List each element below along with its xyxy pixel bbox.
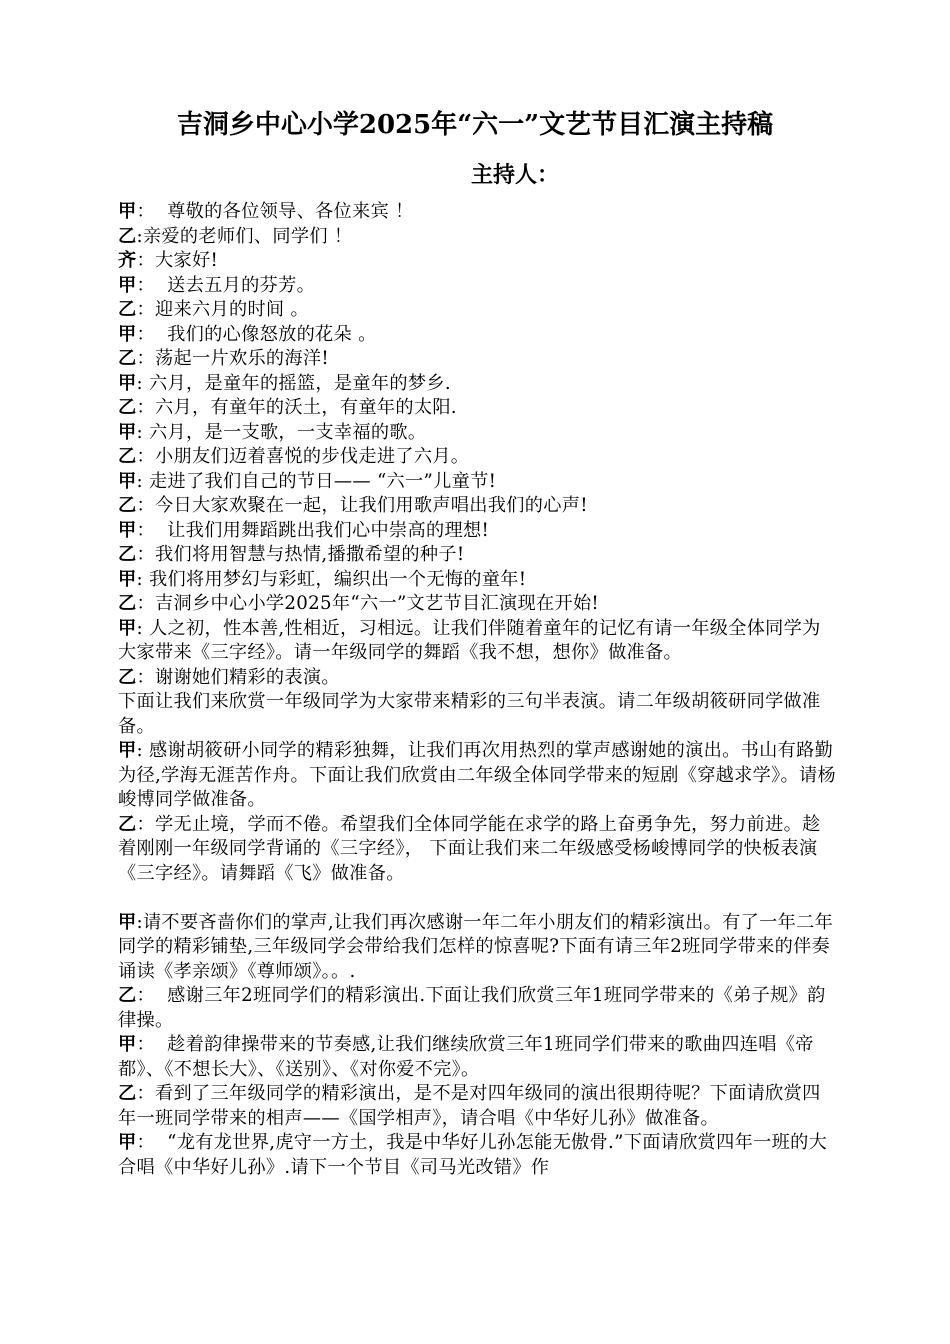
speaker-label: 乙 xyxy=(118,544,137,565)
line-text: 看到了三年级同学的精彩演出，是不是对四年级同的演出很期待呢？下面请欣赏四年一班同学带来的相声——《国学相声》，请合唱《中华好儿孙》做准备。 xyxy=(118,1083,821,1129)
speaker-separator: ： xyxy=(136,299,155,320)
speaker-separator: ： xyxy=(136,813,155,835)
line-text: 让我们用舞蹈跳出我们心中崇高的理想! xyxy=(167,519,490,541)
line-text: 吉洞乡中心小学2025年“六一”文艺节目汇演现在开始! xyxy=(155,593,600,614)
script-line xyxy=(118,470,838,495)
speaker-separator: ： xyxy=(136,274,168,296)
script-line xyxy=(118,568,838,593)
script-line xyxy=(118,690,838,739)
script-line xyxy=(118,617,838,666)
line-text: 迎来六月的时间 。 xyxy=(155,299,309,320)
speaker-separator: ： xyxy=(136,446,155,467)
script-line xyxy=(118,543,838,568)
line-text: 小朋友们迈着喜悦的步伐走进了六月。 xyxy=(155,446,470,467)
speaker-separator: ： xyxy=(136,593,155,614)
speaker-label: 甲 xyxy=(118,470,137,492)
speaker-label: 齐 xyxy=(118,250,137,271)
line-text: 请不要吝啬你们的掌声,让我们再次感谢一年二年小朋友们的精彩演出。有了一年二年同学的精彩铺垫,三年级同学会带给我们怎样的惊喜呢?下面有请三年2班同学带来的伴奏诵读《孝亲颂》《尊师颂》。。. xyxy=(118,911,834,982)
line-text: 今日大家欢聚在一起，让我们用歌声唱出我们的心声! xyxy=(155,495,588,516)
speaker-separator: ： xyxy=(136,985,168,1006)
speaker-label: 甲 xyxy=(118,519,137,541)
speaker-label: 乙 xyxy=(118,299,137,320)
speaker-label: 乙 xyxy=(118,495,137,516)
script-line xyxy=(118,347,838,372)
script-line xyxy=(118,225,838,250)
speaker-separator: ： xyxy=(136,1132,168,1153)
line-text: 尊敬的各位领导、各位来宾 ！ xyxy=(167,201,414,222)
line-text: “龙有龙世界,虎守一方土，我是中华好儿孙怎能无傲骨.”下面请欣赏四年一班的大合唱《中华好儿孙》.请下一个节目《司马光改错》作 xyxy=(118,1132,828,1178)
script-line xyxy=(118,323,838,348)
line-text: 我们的心像怒放的花朵 。 xyxy=(167,323,377,345)
speaker-separator: ： xyxy=(136,495,155,516)
line-text: 六月，有童年的沃土，有童年的太阳. xyxy=(155,397,457,418)
script-line xyxy=(118,1131,838,1180)
line-text: 荡起一片欢乐的海洋! xyxy=(155,348,329,369)
line-text: 趁着韵律操带来的节奏感,让我们继续欣赏三年1班同学们带来的歌曲四连唱《帝都》、《不想长大》、《送别》、《对你爱不完》。 xyxy=(118,1034,814,1080)
speaker-separator: : xyxy=(136,568,150,590)
script-line xyxy=(118,249,838,274)
script-line xyxy=(118,445,838,470)
speaker-label: 甲 xyxy=(118,1132,137,1153)
script-line xyxy=(118,421,838,446)
speaker-label: 乙 xyxy=(118,593,137,614)
speaker-separator: ： xyxy=(136,250,155,271)
script-line xyxy=(118,519,838,544)
speaker-label: 乙 xyxy=(118,666,137,688)
script-line xyxy=(118,666,838,691)
speaker-separator: : xyxy=(136,421,150,443)
speaker-separator: ： xyxy=(136,544,155,565)
speaker-separator: : xyxy=(136,225,143,247)
line-text: 送去五月的芬芳。 xyxy=(167,274,316,296)
line-text: 走进了我们自己的节日—— “六一”儿童节! xyxy=(149,470,497,492)
script-line xyxy=(118,911,838,985)
speaker-label: 甲 xyxy=(118,617,137,639)
blank-line xyxy=(118,886,838,911)
script-line xyxy=(118,984,838,1033)
line-text: 下面让我们来欣赏一年级同学为大家带来精彩的三句半表演。请二年级胡筱研同学做准备。 xyxy=(118,691,821,737)
script-line xyxy=(118,1033,838,1082)
document-title: 吉洞乡中心小学2025年“六一”文艺节目汇演主持稿 xyxy=(176,110,774,140)
script-line xyxy=(118,592,838,617)
script-line xyxy=(118,813,838,887)
speaker-separator: ： xyxy=(136,397,155,418)
script-line xyxy=(118,274,838,299)
line-text: 谢谢她们精彩的表演。 xyxy=(155,666,340,688)
script-line xyxy=(118,298,838,323)
speaker-label: 乙 xyxy=(118,348,137,369)
speaker-label: 甲 xyxy=(118,421,137,443)
speaker-label: 乙 xyxy=(118,1083,137,1104)
speaker-separator: ： xyxy=(136,1083,155,1104)
speaker-label: 甲 xyxy=(118,911,137,933)
speaker-label: 甲 xyxy=(118,740,137,761)
script-line xyxy=(118,396,838,421)
line-text: 亲爱的老师们、同学们 ！ xyxy=(142,225,353,247)
speaker-separator: : xyxy=(136,617,150,639)
script-line xyxy=(118,494,838,519)
speaker-label: 甲 xyxy=(118,1034,137,1055)
speaker-separator: : xyxy=(136,372,150,394)
speaker-separator: ： xyxy=(136,348,155,369)
line-text: 感谢三年2班同学们的精彩演出.下面让我们欣赏三年1班同学带来的《弟子规》韵律操。 xyxy=(118,985,826,1031)
line-text: 感谢胡筱研小同学的精彩独舞，让我们再次用热烈的掌声感谢她的演出。书山有路勤为径,学海无涯苦作舟。下面让我们欣赏由二年级全体同学带来的短剧《穿越求学》。请杨峻博同学做准备。 xyxy=(118,740,836,810)
speaker-separator: ： xyxy=(136,519,168,541)
speaker-label: 甲 xyxy=(118,201,137,222)
speaker-label: 甲 xyxy=(118,372,137,394)
line-text: 六月，是一支歌，一支幸福的歌。 xyxy=(149,421,427,443)
speaker-separator: ： xyxy=(136,1034,168,1055)
speaker-label: 乙 xyxy=(118,813,137,835)
script-body xyxy=(118,200,838,1180)
line-text: 大家好! xyxy=(155,250,219,271)
line-text: 我们将用梦幻与彩虹，编织出一个无悔的童年! xyxy=(149,568,527,590)
speaker-separator: ： xyxy=(136,201,168,222)
speaker-label: 甲 xyxy=(118,568,137,590)
script-line xyxy=(118,372,838,397)
speaker-separator: : xyxy=(136,740,150,761)
speaker-label: 乙 xyxy=(118,225,137,247)
speaker-separator: ： xyxy=(136,666,155,688)
host-label: 主持人： xyxy=(470,162,559,188)
line-text: 我们将用智慧与热情,播撒希望的种子! xyxy=(155,544,465,565)
speaker-label: 乙 xyxy=(118,985,137,1006)
speaker-separator: ： xyxy=(136,323,168,345)
script-line xyxy=(118,1082,838,1131)
speaker-separator: : xyxy=(136,911,143,933)
speaker-separator: : xyxy=(136,470,150,492)
script-line xyxy=(118,739,838,813)
speaker-label: 乙 xyxy=(118,397,137,418)
speaker-label: 甲 xyxy=(118,323,137,345)
line-text: 六月，是童年的摇篮，是童年的梦乡. xyxy=(149,372,451,394)
speaker-label: 乙 xyxy=(118,446,137,467)
line-text: 人之初，性本善,性相近，习相远。让我们伴随着童年的记忆有请一年级全体同学为大家带来《三字经》。请一年级同学的舞蹈《我不想，想你》做准备。 xyxy=(118,617,821,663)
line-text: 学无止境，学而不倦。希望我们全体同学能在求学的路上奋勇争先，努力前进。趁着刚刚一年级同学背诵的《三字经》， 下面让我们来二年级感受杨峻博同学的快板表演《三字经》。请舞蹈《飞》做准备。 xyxy=(118,813,821,884)
script-line xyxy=(118,200,838,225)
speaker-label: 甲 xyxy=(118,274,137,296)
